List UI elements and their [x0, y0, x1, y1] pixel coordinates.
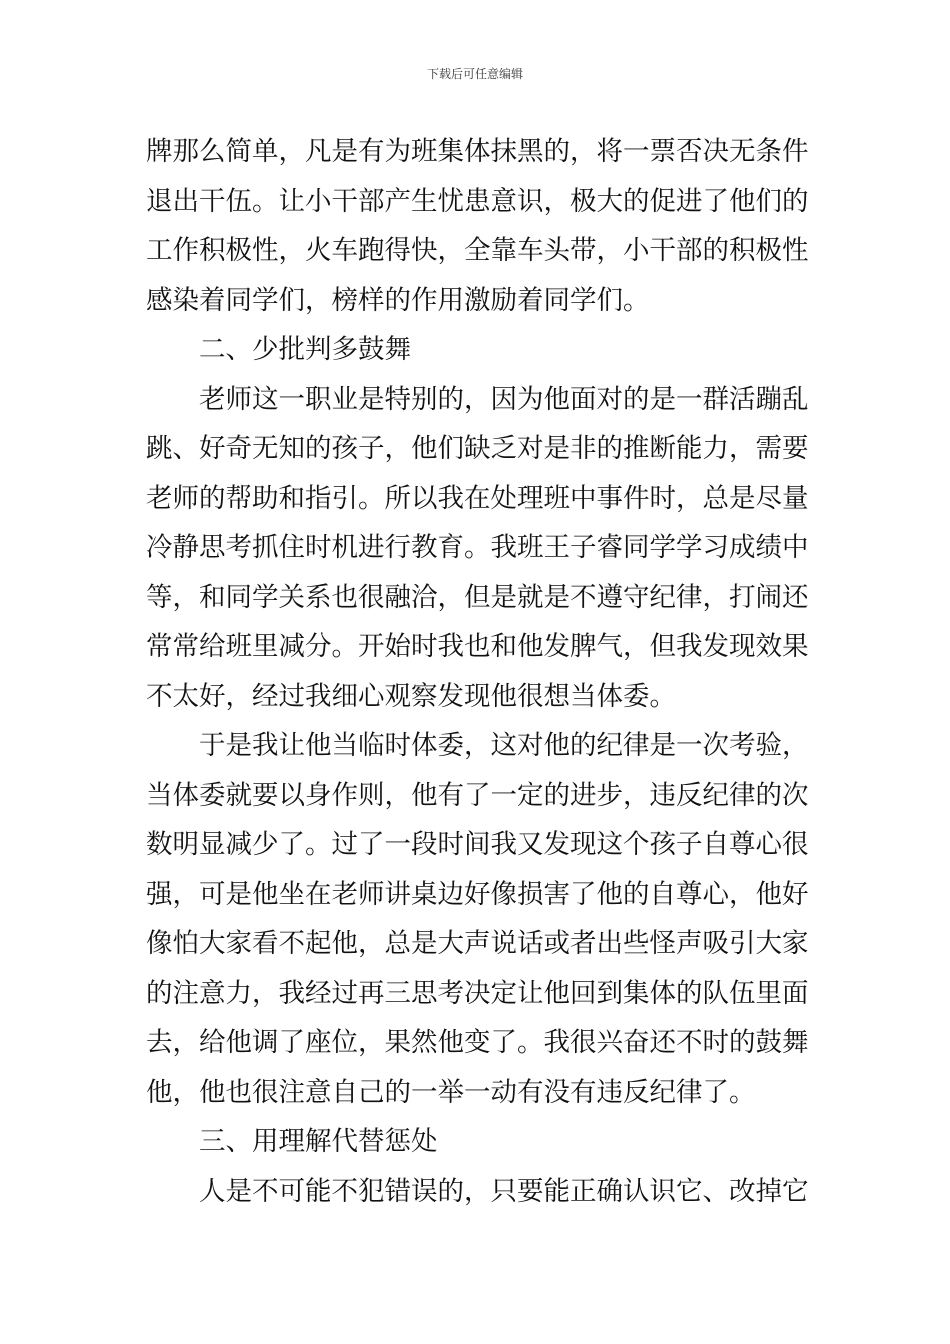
text-line: 牌那么简单，凡是有为班集体抹黑的，将一票否决无条件 — [146, 136, 809, 167]
text-line: 当体委就要以身作则，他有了一定的进步，违反纪律的次 — [146, 779, 809, 811]
text-line: 感染着同学们，榜样的作用激励着同学们。 — [146, 284, 650, 316]
text-line: 的注意力，我经过再三思考决定让他回到集体的队伍里面 — [146, 977, 809, 1009]
text-line: 去，给他调了座位，果然他变了。我很兴奋还不时的鼓舞 — [146, 1027, 809, 1058]
text-line: 像怕大家看不起他，总是大声说话或者出些怪声吸引大家 — [146, 928, 809, 959]
text-line: 他，他也很注意自己的一举一动有没有违反纪律了。 — [146, 1076, 756, 1108]
text-line: 退出干伍。让小干部产生忧患意识，极大的促进了他们的 — [146, 185, 809, 217]
text-line: 常常给班里减分。开始时我也和他发脾气，但我发现效果 — [146, 631, 809, 662]
page-header: 下载后可任意编辑 — [426, 67, 523, 81]
text-line: 工作积极性，火车跑得快，全靠车头带，小干部的积极性 — [146, 235, 809, 266]
text-line: 老师的帮助和指引。所以我在处理班中事件时，总是尽量 — [146, 482, 809, 514]
text-line: 冷静思考抓住时机进行教育。我班王子睿同学学习成绩中 — [146, 532, 809, 563]
text-line: 强，可是他坐在老师讲桌边好像损害了他的自尊心，他好 — [146, 878, 809, 910]
section-heading: 三、用理解代替惩处 — [199, 1126, 438, 1157]
text-line: 数明显减少了。过了一段时间我又发现这个孩子自尊心很 — [146, 829, 809, 860]
document-body — [146, 127, 809, 1216]
text-line: 老师这一职业是特别的，因为他面对的是一群活蹦乱 — [199, 383, 809, 415]
text-line: 等，和同学关系也很融洽，但是就是不遵守纪律，打闹还 — [146, 581, 809, 613]
text-line: 人是不可能不犯错误的，只要能正确认识它、改掉它 — [199, 1175, 809, 1207]
section-heading: 二、少批判多鼓舞 — [199, 334, 411, 365]
text-line: 不太好，经过我细心观察发现他很想当体委。 — [146, 680, 676, 712]
text-line: 于是我让他当临时体委，这对他的纪律是一次考验， — [199, 730, 809, 761]
text-line: 跳、好奇无知的孩子，他们缺乏对是非的推断能力，需要 — [146, 433, 809, 464]
